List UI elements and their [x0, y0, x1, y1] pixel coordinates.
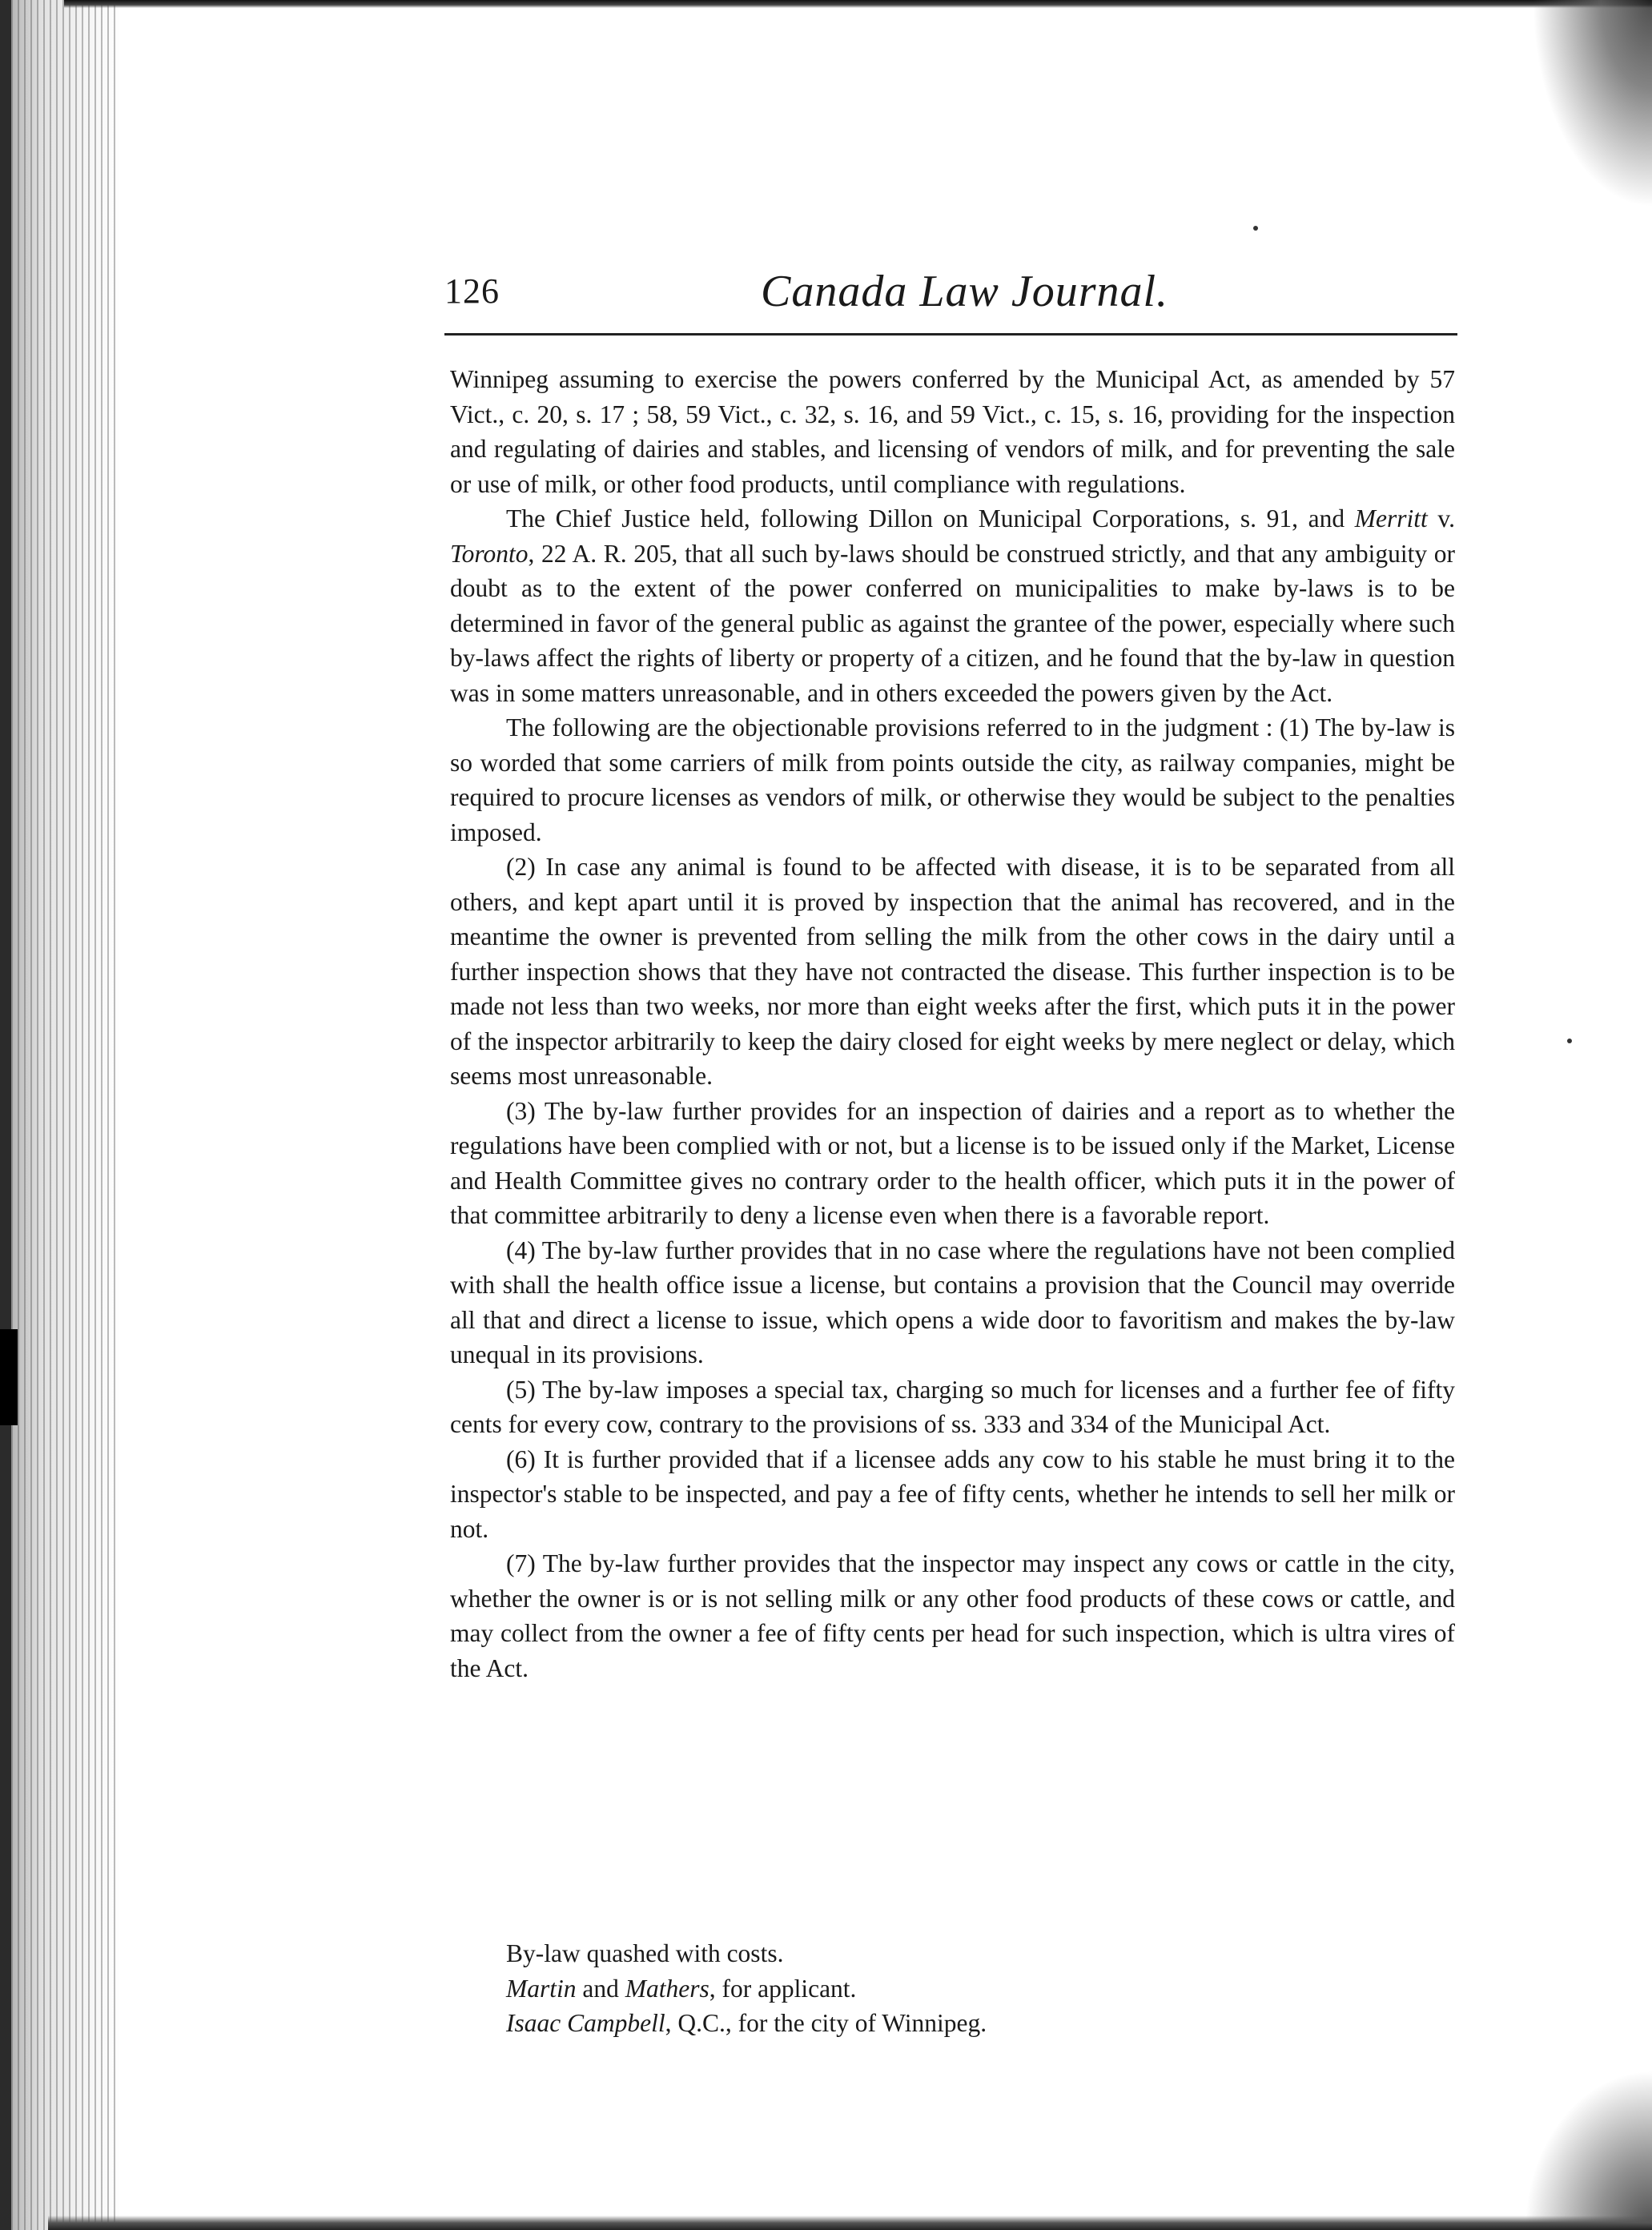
journal-title: Canada Law Journal. [761, 267, 1169, 316]
counsel-applicant [506, 1971, 1387, 2007]
counsel-name: Mathers [625, 1974, 709, 2003]
case-name: Merritt [1354, 504, 1428, 532]
binding-notch [0, 1329, 18, 1425]
header-rule [444, 333, 1457, 336]
counsel-name: Isaac Campbell [506, 2009, 665, 2037]
counsel-text: , for applicant. [709, 1974, 857, 2003]
scan-speck [1253, 226, 1258, 231]
scan-speck [1567, 1039, 1572, 1043]
paragraph-provision-1: The following are the objectionable provisions referred to in the judgment : (1) The by-law is so worded that some carriers of milk from points outside the city, as railway companies, might be required to procure licenses as vendors of milk, or otherwise they would be subject to the penalties imposed. [450, 713, 1455, 846]
paragraph-text: v. [1427, 504, 1455, 532]
page-bottom-edge [48, 2216, 1652, 2230]
case-disposition [506, 1936, 1387, 2041]
counsel-name: Martin [506, 1974, 577, 2003]
running-header [444, 267, 1457, 335]
counsel-text: and [576, 1974, 625, 2003]
disposition-line: By-law quashed with costs. [506, 1939, 784, 1967]
case-name: Toronto [450, 539, 529, 568]
paragraph-continuation: Winnipeg assuming to exercise the powers conferred by the Municipal Act, as amended by 57 Vict., c. 20, s. 17 ; 58, 59 Vict., c. 32, s. 16, and 59 Vict., c. 15, s. 16, providing for the inspection and regulating of dairies and stables, and licensing of vendors of milk, and for preventing the sale or use of milk, or other food products, until compliance with regulations. [450, 365, 1455, 498]
page-binding-edge [0, 0, 11, 2230]
page-top-edge [64, 0, 1652, 8]
paragraph-chief-justice-holding [450, 501, 1455, 710]
paragraph-provision-2: (2) In case any animal is found to be affected with disease, it is to be separated from all others, and kept apart until it is proved by inspection that the animal has recovered, and in the meantime the owner is prevented from selling the milk from the other cows in the dairy until a further inspection shows that they have not contracted the disease. This further inspection is to be made not less than two weeks, nor more than eight weeks after the first, which puts it in the power of the inspector arbitrarily to keep the dairy closed for eight weeks by mere neglect or delay, which seems most unreasonable. [450, 853, 1455, 1090]
counsel-city [506, 2006, 1387, 2041]
paragraph-text: , 22 A. R. 205, that all such by-laws should be construed strictly, and that any ambiguity or doubt as to the extent of the power conferred on municipalities to make by-laws is to be determined in favor of the general public as against the grantee of the power, especially where such by-laws affect the rights of liberty or property of a citizen, and he found that the by-law in question was in some matters unreasonable, and in others exceeded the powers given by the Act. [450, 539, 1455, 707]
paragraph-provision-4: (4) The by-law further provides that in no case where the regulations have not been complied with shall the health office issue a license, but contains a provision that the Council may override all that and direct a license to issue, which opens a wide door to favoritism and makes the by-law unequal in its provisions. [450, 1236, 1455, 1368]
paragraph-provision-7: (7) The by-law further provides that the inspector may inspect any cows or cattle in the city, whether the owner is or is not selling milk or any other food products of these cows or cattle, and may collect from the owner a fee of fifty cents per head for such inspection, which is ultra vires of the Act. [450, 1549, 1455, 1682]
page-number: 126 [444, 271, 500, 311]
paragraph-provision-3: (3) The by-law further provides for an inspection of dairies and a report as to whether the regulations have been complied with or not, but a license is to be issued only if the Market, License and Health Committee gives no contrary order to the health officer, which puts it in the power of that committee arbitrarily to deny a license even when there is a favorable report. [450, 1096, 1455, 1229]
counsel-text: , Q.C., for the city of Winnipeg. [665, 2009, 987, 2037]
paragraph-provision-6: (6) It is further provided that if a licensee adds any cow to his stable he must bring it to the inspector's stable to be inspected, and pay a fee of fifty cents, whether he intends to sell her milk or not. [450, 1444, 1455, 1543]
paragraph-text: The Chief Justice held, following Dillon on Municipal Corporations, s. 91, and [506, 504, 1355, 532]
paragraph-provision-5: (5) The by-law imposes a special tax, charging so much for licenses and a further fee of fifty cents for every cow, contrary to the provisions of ss. 333 and 334 of the Municipal Act. [450, 1375, 1455, 1438]
page-corner-top-right [1532, 0, 1652, 208]
article-body [450, 362, 1455, 1686]
page-corner-bottom-right [1524, 2070, 1652, 2230]
page-gutter-shadow [0, 0, 120, 2230]
